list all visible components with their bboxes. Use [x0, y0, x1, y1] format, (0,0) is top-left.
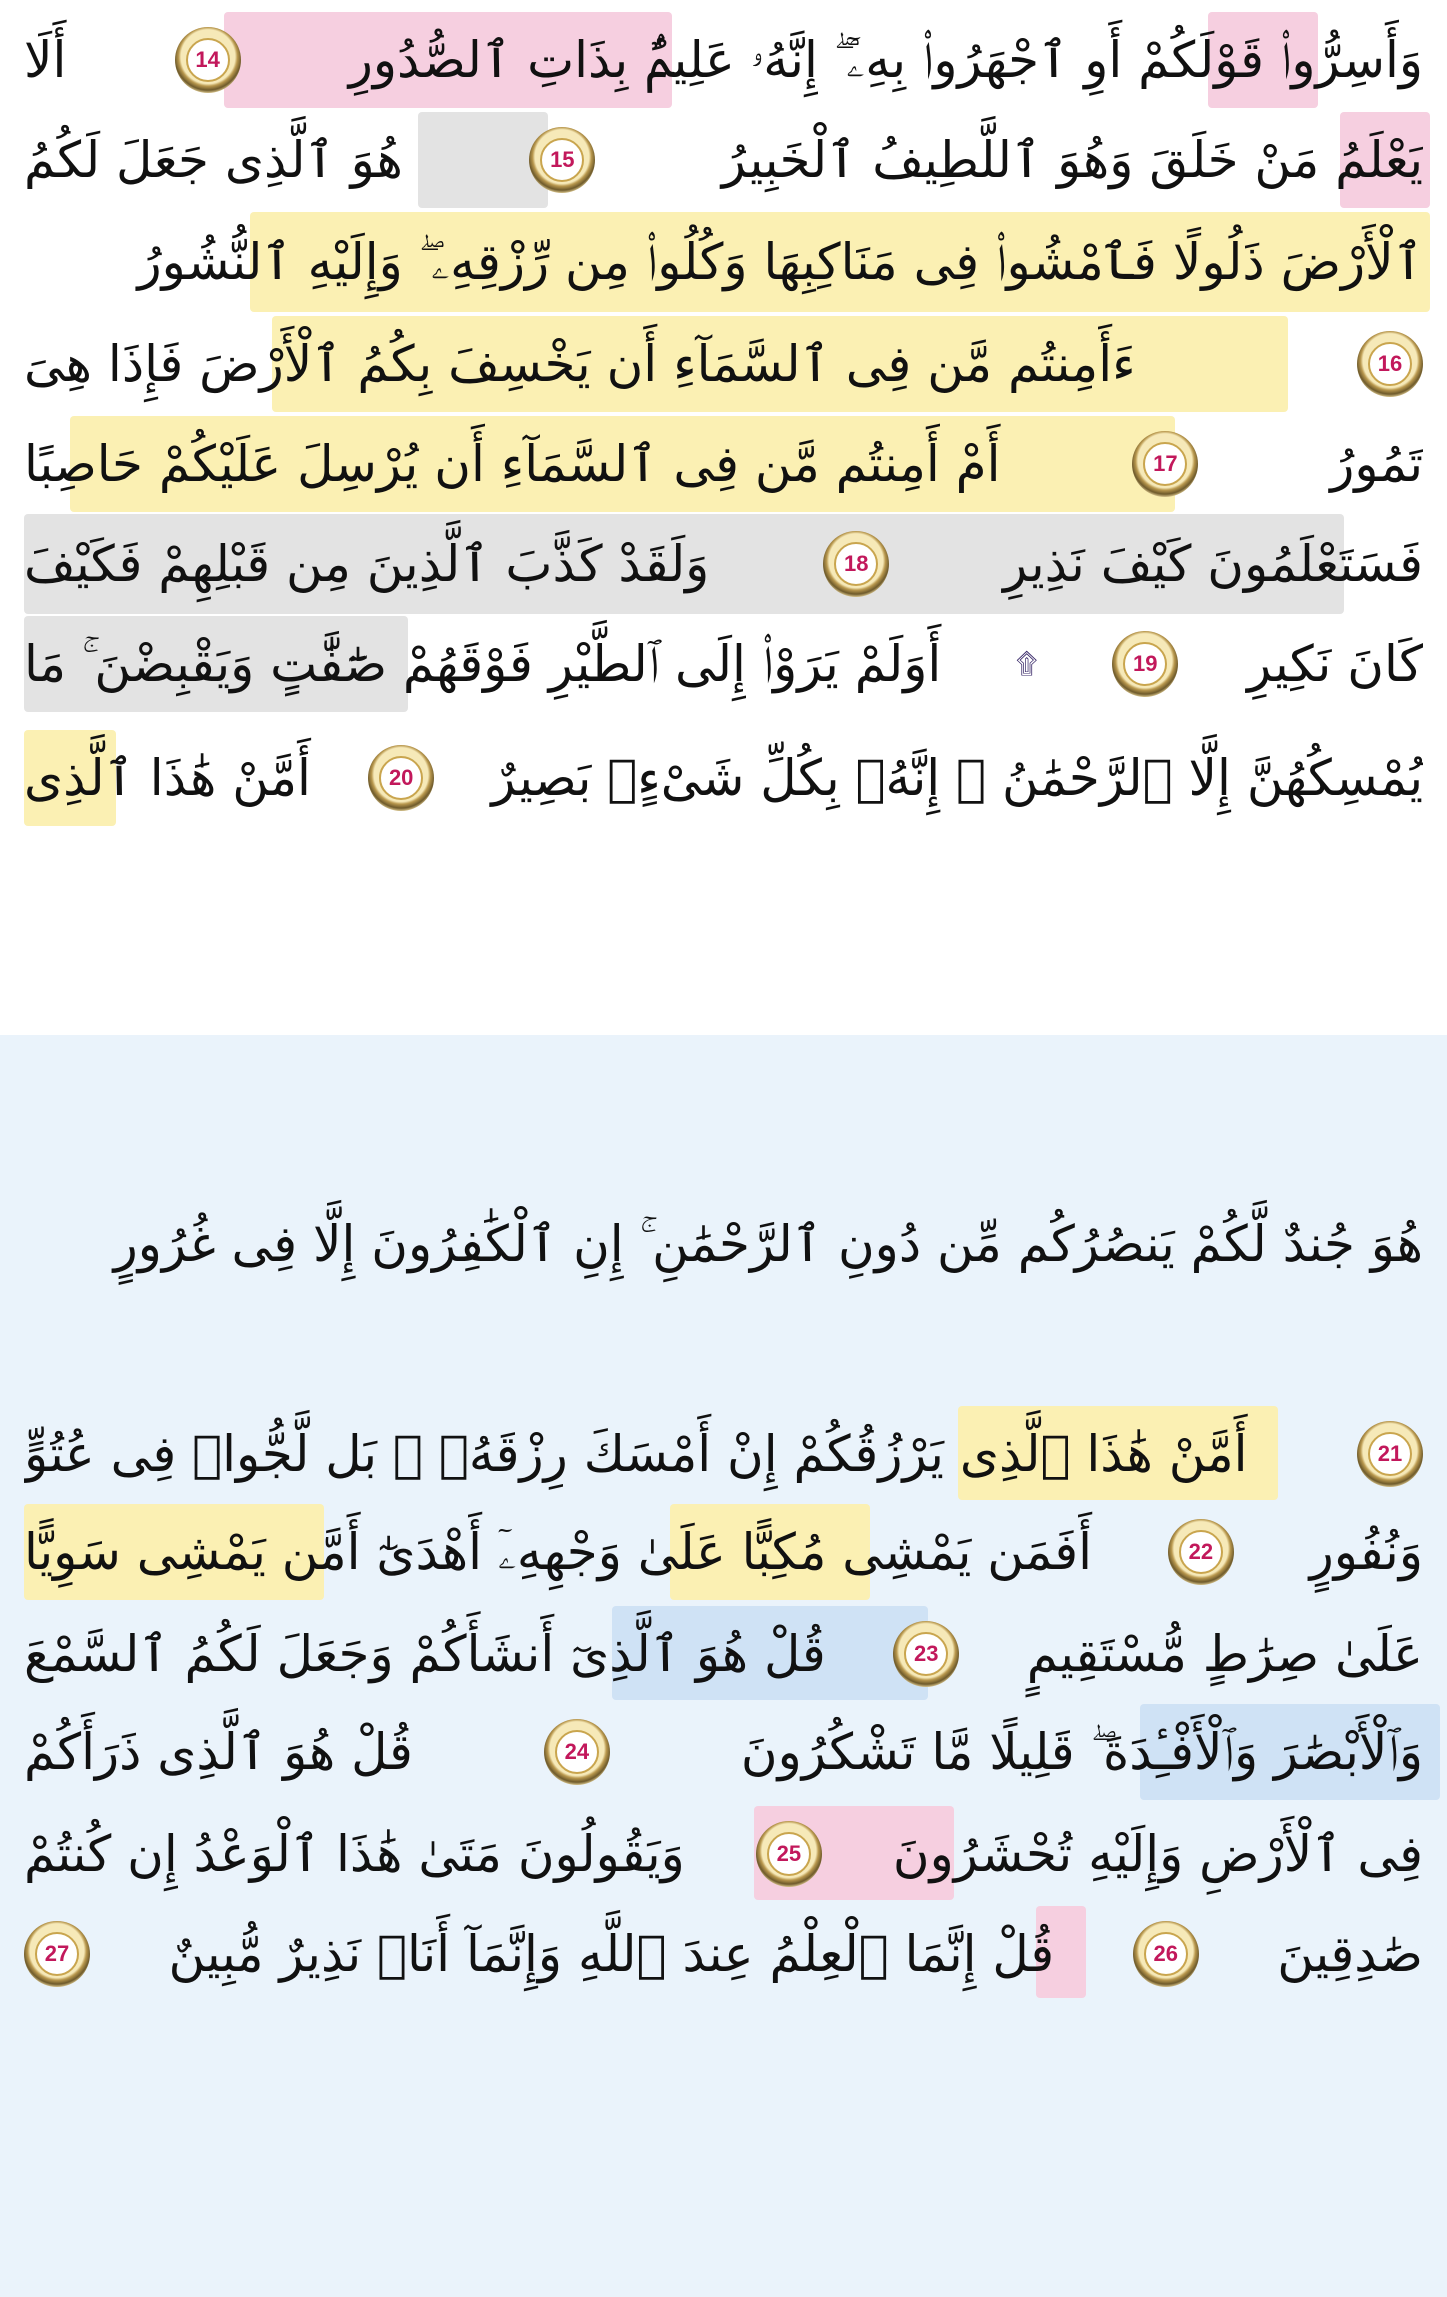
text-line — [24, 12, 1423, 108]
ayah-number-marker — [368, 745, 434, 811]
text-line — [24, 1704, 1423, 1800]
ayah-number: 14 — [186, 38, 230, 82]
ayah-number: 26 — [1144, 1932, 1188, 1976]
ayah-text: ٱلْأَرْضَ ذَلُولًا فَٱمْشُوا۟ فِى مَنَاكِبِهَا وَكُلُوا۟ مِن رِّزْقِهِۦ ۖ وَإِلَيْهِ ٱلنُّشُورُ — [137, 233, 1423, 291]
ayah-text: أَوَلَمْ يَرَوْا۟ إِلَى ٱلطَّيْرِ فَوْقَهُمْ صَٰٓفَّٰتٍ وَيَقْبِضْنَ ۚ مَا — [24, 635, 942, 693]
ayah-number-marker — [1357, 1421, 1423, 1487]
ayah-text: أَلَا — [24, 31, 67, 89]
ayah-text: عَلَىٰ صِرَٰطٍ مُّسْتَقِيمٍ — [1026, 1625, 1423, 1683]
text-line — [24, 416, 1423, 512]
ayah-number-marker — [823, 531, 889, 597]
ayah-text: هُوَ جُندٌ لَّكُمْ يَنصُرُكُم مِّن دُونِ ٱلرَّحْمَٰنِ ۚ إِنِ ٱلْكَٰفِرُونَ إِلَّا فِى غُرُورٍ — [113, 1215, 1423, 1273]
ayah-number: 21 — [1368, 1432, 1412, 1476]
ayah-number: 23 — [904, 1632, 948, 1676]
ayah-text: أَفَمَن يَمْشِى مُكِبًّا عَلَىٰ وَجْهِهِۦٓ أَهْدَىٰٓ أَمَّن يَمْشِى سَوِيًّا — [24, 1523, 1093, 1581]
ayah-number: 22 — [1179, 1530, 1223, 1574]
ayah-number-marker — [756, 1821, 822, 1887]
ayah-number: 17 — [1143, 442, 1187, 486]
ayah-text: يُمْسِكُهُنَّ إِلَّا ٱلرَّحْمَٰنُ ۚ إِنَّهُۥ بِكُلِّ شَىْءٍۭ بَصِيرٌ — [491, 749, 1423, 807]
ayah-text: صَٰدِقِينَ — [1277, 1925, 1423, 1983]
ayah-text: وَيَقُولُونَ مَتَىٰ هَٰذَا ٱلْوَعْدُ إِن كُنتُمْ — [24, 1825, 685, 1883]
ayah-text: فَسَتَعْلَمُونَ كَيْفَ نَذِيرِ — [1003, 535, 1423, 593]
ayah-text: هُوَ ٱلَّذِى جَعَلَ لَكُمُ — [24, 131, 403, 189]
ayah-text: وَأَسِرُّوا۟ قَوْلَكُمْ أَوِ ٱجْهَرُوا۟ بِهِۦٓ ۖ إِنَّهُۥ عَلِيمٌۢ بِذَاتِ ٱلصُّدُورِ — [348, 31, 1423, 89]
text-line — [24, 1806, 1423, 1902]
ayah-text: فِى ٱلْأَرْضِ وَإِلَيْهِ تُحْشَرُونَ — [892, 1825, 1423, 1883]
ayah-number: 27 — [35, 1932, 79, 1976]
ayah-text: يَعْلَمُ مَنْ خَلَقَ وَهُوَ ٱللَّطِيفُ ٱلْخَبِيرُ — [721, 131, 1423, 189]
text-line — [24, 730, 1423, 826]
ayah-number-marker — [1357, 331, 1423, 397]
ayah-number-marker — [893, 1621, 959, 1687]
ayah-number: 25 — [767, 1832, 811, 1876]
ayah-number-marker — [529, 127, 595, 193]
sajda-icon: ۩ — [1016, 647, 1038, 680]
ayah-text: ءَأَمِنتُم مَّن فِى ٱلسَّمَآءِ أَن يَخْسِفَ بِكُمُ ٱلْأَرْضَ فَإِذَا هِىَ — [24, 335, 1136, 393]
ayah-text: قُلْ هُوَ ٱلَّذِى ذَرَأَكُمْ — [24, 1723, 413, 1781]
ayah-number-marker — [544, 1719, 610, 1785]
ayah-number: 19 — [1123, 642, 1167, 686]
text-line — [24, 112, 1423, 208]
ayah-number-marker — [1132, 431, 1198, 497]
text-line — [24, 1406, 1423, 1502]
ayah-text: أَمَّنْ هَٰذَا ٱلَّذِى — [24, 749, 311, 807]
text-line — [24, 616, 1423, 712]
text-line — [24, 1906, 1423, 2002]
ayah-text: وَلَقَدْ كَذَّبَ ٱلَّذِينَ مِن قَبْلِهِمْ فَكَيْفَ — [24, 535, 710, 593]
ayah-number: 16 — [1368, 342, 1412, 386]
ayah-text: تَمُورُ — [1330, 435, 1423, 493]
ayah-text: كَانَ نَكِيرِ — [1247, 635, 1423, 693]
ayah-number-marker — [24, 1921, 90, 1987]
ayah-text: أَمْ أَمِنتُم مَّن فِى ٱلسَّمَآءِ أَن يُرْسِلَ عَلَيْكُمْ حَاصِبًا — [24, 435, 1001, 493]
text-line — [24, 1504, 1423, 1600]
ayah-number: 15 — [540, 138, 584, 182]
ayah-text: وَٱلْأَبْصَٰرَ وَٱلْأَفْـِٔدَةَ ۖ قَلِيلًا مَّا تَشْكُرُونَ — [740, 1723, 1423, 1781]
text-line — [24, 1196, 1423, 1292]
ayah-text: أَمَّنْ هَٰذَا ٱلَّذِى يَرْزُقُكُمْ إِنْ أَمْسَكَ رِزْقَهُۥ ۚ بَل لَّجُّوا۟ فِى عُتُوٍّ — [24, 1425, 1248, 1483]
ayah-number: 18 — [834, 542, 878, 586]
ayah-number-marker — [1168, 1519, 1234, 1585]
ayah-number-marker — [175, 27, 241, 93]
ayah-number: 20 — [379, 756, 423, 800]
text-line — [24, 1606, 1423, 1702]
ayah-number: 24 — [555, 1730, 599, 1774]
ayah-text: قُلْ هُوَ ٱلَّذِىٓ أَنشَأَكُمْ وَجَعَلَ لَكُمُ ٱلسَّمْعَ — [24, 1625, 826, 1683]
text-line — [24, 516, 1423, 612]
ayah-text: قُلْ إِنَّمَا ٱلْعِلْمُ عِندَ ٱللَّهِ وَإِنَّمَآ أَنَا۠ نَذِيرٌ مُّبِينٌ — [168, 1925, 1055, 1983]
ayah-text: وَنُفُورٍ — [1309, 1523, 1423, 1581]
ayah-number-marker — [1133, 1921, 1199, 1987]
text-line — [24, 316, 1423, 412]
text-line — [24, 214, 1423, 310]
ayah-number-marker — [1112, 631, 1178, 697]
